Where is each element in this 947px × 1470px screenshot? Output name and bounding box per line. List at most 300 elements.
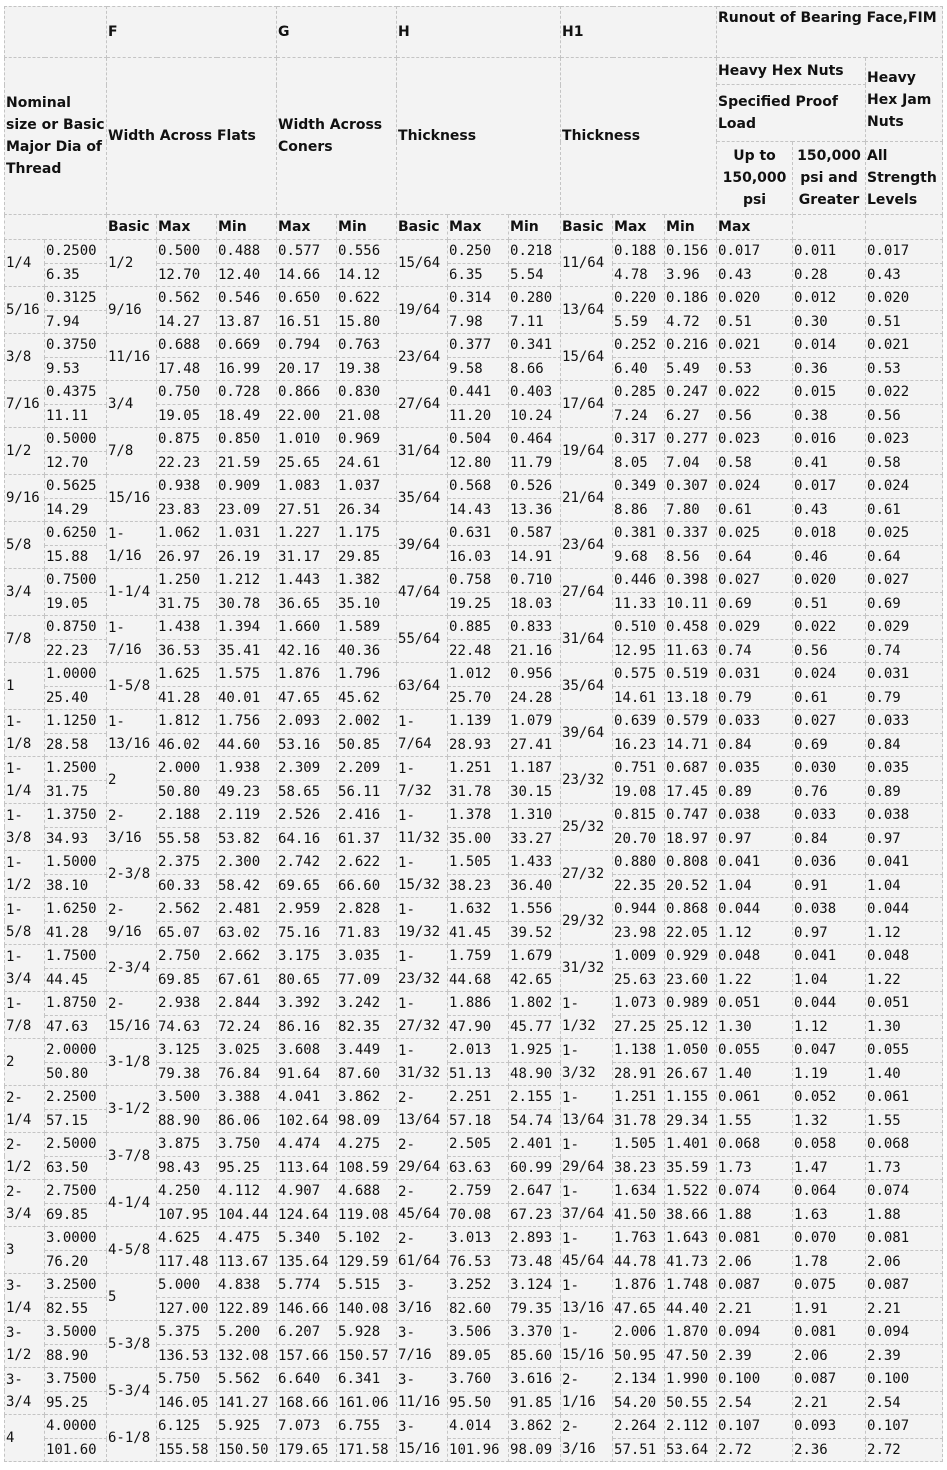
cell-h1max-mm: 14.61 [613, 686, 665, 710]
cell-gmin: 2.002 [337, 710, 397, 734]
cell-r3-mm: 2.21 [866, 1297, 943, 1321]
header-f-min: Min [217, 215, 277, 240]
cell-fmin: 0.909 [217, 475, 277, 499]
cell-gmax: 3.392 [277, 992, 337, 1016]
cell-gmin-mm: 108.59 [337, 1156, 397, 1180]
cell-r2: 0.093 [793, 1415, 866, 1439]
cell-gmax: 0.794 [277, 334, 337, 358]
cell-hmin: 3.862 [509, 1415, 561, 1439]
cell-h1max: 0.381 [613, 522, 665, 546]
cell-h1max: 1.634 [613, 1180, 665, 1204]
cell-hmin-mm: 21.16 [509, 639, 561, 663]
cell-h1min: 2.112 [665, 1415, 717, 1439]
cell-r1: 0.061 [717, 1086, 793, 1110]
cell-hmax: 2.013 [448, 1039, 509, 1063]
cell-gmin: 1.175 [337, 522, 397, 546]
cell-hmax-mm: 7.98 [448, 310, 509, 334]
cell-gmin: 3.862 [337, 1086, 397, 1110]
cell-h1min-mm: 35.59 [665, 1156, 717, 1180]
cell-dec: 1.5000 [45, 851, 107, 875]
cell-fb: 3-1/8 [107, 1039, 157, 1086]
cell-fmax-mm: 50.80 [157, 780, 217, 804]
cell-r2: 0.017 [793, 475, 866, 499]
cell-gmax-mm: 146.66 [277, 1297, 337, 1321]
cell-r3-mm: 2.39 [866, 1344, 943, 1368]
cell-hmax-mm: 95.50 [448, 1391, 509, 1415]
cell-h1min-mm: 17.45 [665, 780, 717, 804]
cell-h1b: 13/64 [561, 287, 613, 334]
cell-fmin: 5.925 [217, 1415, 277, 1439]
cell-h1max: 0.639 [613, 710, 665, 734]
table-row [5, 287, 943, 311]
cell-fmax-mm: 12.70 [157, 263, 217, 287]
cell-fb: 7/8 [107, 428, 157, 475]
header-h1-min: Min [665, 215, 717, 240]
cell-hb: 23/64 [397, 334, 448, 381]
cell-gmax: 4.474 [277, 1133, 337, 1157]
cell-hmax: 1.012 [448, 663, 509, 687]
cell-fmax-mm: 107.95 [157, 1203, 217, 1227]
cell-fmax: 4.250 [157, 1180, 217, 1204]
header-h1: H1 [561, 7, 717, 58]
cell-hmax: 2.759 [448, 1180, 509, 1204]
cell-gmin-mm: 150.57 [337, 1344, 397, 1368]
cell-fmax-mm: 22.23 [157, 451, 217, 475]
cell-fmin: 5.562 [217, 1368, 277, 1392]
cell-gmax-mm: 135.64 [277, 1250, 337, 1274]
cell-r3: 0.087 [866, 1274, 943, 1298]
cell-r1: 0.051 [717, 992, 793, 1016]
cell-fmax-mm: 46.02 [157, 733, 217, 757]
cell-hmin-mm: 42.65 [509, 968, 561, 992]
cell-h1min: 1.870 [665, 1321, 717, 1345]
cell-r3-mm: 0.74 [866, 639, 943, 663]
cell-r1-mm: 0.56 [717, 404, 793, 428]
cell-dec-mm: 12.70 [45, 451, 107, 475]
cell-gmin-mm: 26.34 [337, 498, 397, 522]
cell-gmax-mm: 20.17 [277, 357, 337, 381]
cell-r1-mm: 2.54 [717, 1391, 793, 1415]
cell-hmin: 3.124 [509, 1274, 561, 1298]
cell-gmax-mm: 102.64 [277, 1109, 337, 1133]
cell-fb: 2- 9/16 [107, 898, 157, 945]
cell-fmin: 4.838 [217, 1274, 277, 1298]
cell-h1b: 11/64 [561, 240, 613, 287]
cell-fb: 1- 7/16 [107, 616, 157, 663]
cell-hmin-mm: 67.23 [509, 1203, 561, 1227]
cell-h1b: 23/64 [561, 522, 613, 569]
cell-fmax-mm: 31.75 [157, 592, 217, 616]
cell-hmax: 1.505 [448, 851, 509, 875]
cell-fb: 5-3/4 [107, 1368, 157, 1415]
cell-r1: 0.031 [717, 663, 793, 687]
cell-fmax-mm: 60.33 [157, 874, 217, 898]
cell-h1max: 0.510 [613, 616, 665, 640]
cell-h1max: 0.815 [613, 804, 665, 828]
cell-fmax: 0.938 [157, 475, 217, 499]
cell-h1max: 1.505 [613, 1133, 665, 1157]
cell-hmin: 0.833 [509, 616, 561, 640]
cell-fmin-mm: 40.01 [217, 686, 277, 710]
cell-fmin: 3.750 [217, 1133, 277, 1157]
cell-dec-mm: 57.15 [45, 1109, 107, 1133]
cell-dec: 2.2500 [45, 1086, 107, 1110]
cell-h1min: 0.277 [665, 428, 717, 452]
cell-h1max: 0.751 [613, 757, 665, 781]
cell-dec-mm: 50.80 [45, 1062, 107, 1086]
cell-h1max: 1.763 [613, 1227, 665, 1251]
cell-r3: 0.100 [866, 1368, 943, 1392]
cell-r3: 0.033 [866, 710, 943, 734]
cell-size: 3/8 [5, 334, 45, 381]
cell-fmin: 1.212 [217, 569, 277, 593]
cell-hmin-mm: 91.85 [509, 1391, 561, 1415]
cell-hb: 31/64 [397, 428, 448, 475]
cell-fmin-mm: 12.40 [217, 263, 277, 287]
table-row [5, 1368, 943, 1392]
cell-gmin: 0.830 [337, 381, 397, 405]
cell-hmax-mm: 57.18 [448, 1109, 509, 1133]
cell-r1: 0.038 [717, 804, 793, 828]
cell-fmax-mm: 41.28 [157, 686, 217, 710]
cell-r1: 0.023 [717, 428, 793, 452]
cell-r3: 0.074 [866, 1180, 943, 1204]
cell-size: 3- 1/4 [5, 1274, 45, 1321]
cell-dec: 0.4375 [45, 381, 107, 405]
cell-gmin-mm: 19.38 [337, 357, 397, 381]
cell-hb: 3- 15/16 [397, 1415, 448, 1462]
cell-hmin-mm: 18.03 [509, 592, 561, 616]
cell-h1min: 0.989 [665, 992, 717, 1016]
cell-h1min: 0.458 [665, 616, 717, 640]
cell-gmin: 6.755 [337, 1415, 397, 1439]
cell-gmin-mm: 161.06 [337, 1391, 397, 1415]
cell-fmax-mm: 19.05 [157, 404, 217, 428]
cell-r1-mm: 2.06 [717, 1250, 793, 1274]
cell-h1min: 0.216 [665, 334, 717, 358]
cell-r3-mm: 2.54 [866, 1391, 943, 1415]
cell-h1b: 35/64 [561, 663, 613, 710]
cell-fb: 2 [107, 757, 157, 804]
cell-fmin: 0.669 [217, 334, 277, 358]
cell-h1min: 1.155 [665, 1086, 717, 1110]
table-body [5, 240, 943, 1462]
cell-dec-mm: 38.10 [45, 874, 107, 898]
cell-gmin: 1.796 [337, 663, 397, 687]
cell-dec-mm: 44.45 [45, 968, 107, 992]
cell-h1max: 0.285 [613, 381, 665, 405]
cell-gmin-mm: 129.59 [337, 1250, 397, 1274]
cell-hmin: 0.587 [509, 522, 561, 546]
cell-size: 3/4 [5, 569, 45, 616]
cell-hmax: 1.251 [448, 757, 509, 781]
table-row [5, 522, 943, 546]
cell-r3: 0.023 [866, 428, 943, 452]
cell-fmin: 2.300 [217, 851, 277, 875]
cell-h1min-mm: 5.49 [665, 357, 717, 381]
table-row [5, 992, 943, 1016]
cell-fmax-mm: 146.05 [157, 1391, 217, 1415]
cell-hb: 3- 11/16 [397, 1368, 448, 1415]
cell-dec: 3.0000 [45, 1227, 107, 1251]
cell-gmax: 2.093 [277, 710, 337, 734]
cell-h1max: 1.138 [613, 1039, 665, 1063]
cell-r3-mm: 0.64 [866, 545, 943, 569]
cell-gmin-mm: 15.80 [337, 310, 397, 334]
cell-fmin: 3.025 [217, 1039, 277, 1063]
table-row [5, 1415, 943, 1439]
cell-fmax: 6.125 [157, 1415, 217, 1439]
table-row [5, 1039, 943, 1063]
cell-hmax: 0.377 [448, 334, 509, 358]
cell-hmin-mm: 39.52 [509, 921, 561, 945]
cell-r3-mm: 1.73 [866, 1156, 943, 1180]
cell-r1-mm: 0.74 [717, 639, 793, 663]
cell-fmax-mm: 69.85 [157, 968, 217, 992]
cell-size: 2 [5, 1039, 45, 1086]
cell-hmin: 1.079 [509, 710, 561, 734]
cell-fmin-mm: 67.61 [217, 968, 277, 992]
cell-hmin: 1.802 [509, 992, 561, 1016]
cell-hb: 35/64 [397, 475, 448, 522]
cell-dec: 0.3750 [45, 334, 107, 358]
cell-gmax: 2.742 [277, 851, 337, 875]
cell-fb: 6-1/8 [107, 1415, 157, 1462]
cell-dec: 1.1250 [45, 710, 107, 734]
header-h: H [397, 7, 561, 58]
cell-r3-mm: 0.84 [866, 733, 943, 757]
cell-hmax-mm: 47.90 [448, 1015, 509, 1039]
cell-h1max-mm: 54.20 [613, 1391, 665, 1415]
cell-hmin: 0.341 [509, 334, 561, 358]
cell-hb: 1- 11/32 [397, 804, 448, 851]
cell-r2: 0.087 [793, 1368, 866, 1392]
cell-r1-mm: 2.39 [717, 1344, 793, 1368]
cell-hb: 2- 45/64 [397, 1180, 448, 1227]
cell-r1: 0.017 [717, 240, 793, 264]
cell-h1b: 29/32 [561, 898, 613, 945]
cell-gmin: 2.622 [337, 851, 397, 875]
cell-r1: 0.029 [717, 616, 793, 640]
cell-fmax-mm: 155.58 [157, 1438, 217, 1462]
cell-h1b: 2- 1/16 [561, 1368, 613, 1415]
cell-hb: 47/64 [397, 569, 448, 616]
cell-fmin-mm: 26.19 [217, 545, 277, 569]
cell-fmax: 0.875 [157, 428, 217, 452]
cell-gmax: 2.959 [277, 898, 337, 922]
cell-r2: 0.024 [793, 663, 866, 687]
cell-r1-mm: 0.43 [717, 263, 793, 287]
cell-h1max-mm: 16.23 [613, 733, 665, 757]
cell-hmax: 1.759 [448, 945, 509, 969]
cell-size: 1- 1/8 [5, 710, 45, 757]
cell-h1max-mm: 57.51 [613, 1438, 665, 1462]
cell-hmax-mm: 12.80 [448, 451, 509, 475]
cell-hmax: 0.441 [448, 381, 509, 405]
cell-h1max-mm: 8.86 [613, 498, 665, 522]
cell-r2: 0.036 [793, 851, 866, 875]
cell-r1-mm: 0.61 [717, 498, 793, 522]
cell-dec: 1.7500 [45, 945, 107, 969]
table-row [5, 663, 943, 687]
cell-gmin: 0.556 [337, 240, 397, 264]
cell-gmax: 0.650 [277, 287, 337, 311]
cell-hb: 1- 7/64 [397, 710, 448, 757]
cell-size: 2- 1/4 [5, 1086, 45, 1133]
cell-h1b: 19/64 [561, 428, 613, 475]
cell-h1min: 0.337 [665, 522, 717, 546]
cell-fmin: 2.481 [217, 898, 277, 922]
cell-hmin-mm: 10.24 [509, 404, 561, 428]
cell-gmax: 4.041 [277, 1086, 337, 1110]
cell-hmin: 1.310 [509, 804, 561, 828]
cell-gmax: 6.640 [277, 1368, 337, 1392]
cell-fmin: 2.119 [217, 804, 277, 828]
cell-r2-mm: 1.63 [793, 1203, 866, 1227]
cell-h1b: 1- 15/16 [561, 1321, 613, 1368]
cell-fmin-mm: 132.08 [217, 1344, 277, 1368]
cell-hmax-mm: 11.20 [448, 404, 509, 428]
cell-r1: 0.081 [717, 1227, 793, 1251]
cell-gmin: 3.449 [337, 1039, 397, 1063]
cell-r3: 0.048 [866, 945, 943, 969]
cell-r1-mm: 0.69 [717, 592, 793, 616]
cell-hmax: 0.314 [448, 287, 509, 311]
cell-hmin: 1.187 [509, 757, 561, 781]
cell-r3-mm: 0.89 [866, 780, 943, 804]
cell-fmax: 2.750 [157, 945, 217, 969]
header-f: F [107, 7, 277, 58]
cell-h1min-mm: 29.34 [665, 1109, 717, 1133]
cell-h1b: 1- 13/16 [561, 1274, 613, 1321]
cell-h1b: 1- 3/32 [561, 1039, 613, 1086]
cell-h1min: 0.579 [665, 710, 717, 734]
cell-dec-mm: 47.63 [45, 1015, 107, 1039]
cell-dec-mm: 88.90 [45, 1344, 107, 1368]
cell-r3-mm: 2.72 [866, 1438, 943, 1462]
cell-size: 1 [5, 663, 45, 710]
cell-r3-mm: 0.61 [866, 498, 943, 522]
cell-gmax: 5.774 [277, 1274, 337, 1298]
cell-hmin-mm: 14.91 [509, 545, 561, 569]
cell-h1max: 0.317 [613, 428, 665, 452]
cell-fmin-mm: 13.87 [217, 310, 277, 334]
cell-hb: 3- 7/16 [397, 1321, 448, 1368]
cell-size: 1- 3/4 [5, 945, 45, 992]
cell-r2: 0.052 [793, 1086, 866, 1110]
cell-h1max: 1.251 [613, 1086, 665, 1110]
cell-hb: 2- 29/64 [397, 1133, 448, 1180]
cell-h1max: 0.349 [613, 475, 665, 499]
cell-fmin: 0.850 [217, 428, 277, 452]
table-row [5, 240, 943, 264]
cell-h1max-mm: 11.33 [613, 592, 665, 616]
cell-fmin: 2.662 [217, 945, 277, 969]
cell-h1min-mm: 38.66 [665, 1203, 717, 1227]
cell-h1min-mm: 44.40 [665, 1297, 717, 1321]
cell-dec-mm: 63.50 [45, 1156, 107, 1180]
cell-h1max-mm: 9.68 [613, 545, 665, 569]
cell-h1min-mm: 11.63 [665, 639, 717, 663]
cell-r1-mm: 0.89 [717, 780, 793, 804]
cell-r3: 0.027 [866, 569, 943, 593]
cell-dec: 3.7500 [45, 1368, 107, 1392]
header-f-max: Max [157, 215, 217, 240]
cell-r2-mm: 1.12 [793, 1015, 866, 1039]
cell-r1-mm: 0.64 [717, 545, 793, 569]
cell-h1min-mm: 6.27 [665, 404, 717, 428]
cell-fmax: 5.750 [157, 1368, 217, 1392]
cell-hmin-mm: 36.40 [509, 874, 561, 898]
cell-r2: 0.064 [793, 1180, 866, 1204]
cell-fmax-mm: 88.90 [157, 1109, 217, 1133]
cell-hmax: 0.631 [448, 522, 509, 546]
cell-hmax-mm: 101.96 [448, 1438, 509, 1462]
cell-fmin: 1.575 [217, 663, 277, 687]
cell-r1-mm: 2.72 [717, 1438, 793, 1462]
cell-gmax: 2.526 [277, 804, 337, 828]
cell-r3-mm: 0.69 [866, 592, 943, 616]
cell-h1b: 2- 3/16 [561, 1415, 613, 1462]
cell-dec-mm: 22.23 [45, 639, 107, 663]
cell-r3-mm: 0.51 [866, 310, 943, 334]
cell-gmax-mm: 42.16 [277, 639, 337, 663]
cell-h1max-mm: 41.50 [613, 1203, 665, 1227]
header-150000-and-greater: 150,000 psi and Greater [793, 142, 866, 215]
cell-fmax: 5.000 [157, 1274, 217, 1298]
cell-fb: 15/16 [107, 475, 157, 522]
header-nominal-size: Nominal size or Basic Major Dia of Thread [5, 58, 107, 215]
cell-hmin: 1.679 [509, 945, 561, 969]
cell-fmax: 1.625 [157, 663, 217, 687]
cell-size: 1- 1/2 [5, 851, 45, 898]
cell-gmin: 4.688 [337, 1180, 397, 1204]
cell-size: 1- 1/4 [5, 757, 45, 804]
header-thickness-h1: Thickness [561, 58, 717, 215]
table-row [5, 569, 943, 593]
cell-gmin: 6.341 [337, 1368, 397, 1392]
header-h-min: Min [509, 215, 561, 240]
header-width-across-flats: Width Across Flats [107, 58, 277, 215]
cell-r3-mm: 0.79 [866, 686, 943, 710]
cell-h1max-mm: 44.78 [613, 1250, 665, 1274]
cell-fb: 4-1/4 [107, 1180, 157, 1227]
cell-r1-mm: 0.58 [717, 451, 793, 475]
cell-dec-mm: 41.28 [45, 921, 107, 945]
cell-hmin: 2.155 [509, 1086, 561, 1110]
cell-hmin: 2.647 [509, 1180, 561, 1204]
cell-hb: 1- 23/32 [397, 945, 448, 992]
heavy-hex-nut-dimension-table [4, 6, 943, 1462]
cell-hmin-mm: 79.35 [509, 1297, 561, 1321]
cell-hmin: 0.403 [509, 381, 561, 405]
cell-dec: 4.0000 [45, 1415, 107, 1439]
cell-r2-mm: 1.04 [793, 968, 866, 992]
cell-h1max-mm: 4.78 [613, 263, 665, 287]
cell-gmax-mm: 168.66 [277, 1391, 337, 1415]
header-specified-proof-load: Specified Proof Load [717, 85, 866, 142]
cell-gmax-mm: 53.16 [277, 733, 337, 757]
cell-fmin-mm: 150.50 [217, 1438, 277, 1462]
cell-r3-mm: 0.43 [866, 263, 943, 287]
cell-dec-mm: 15.88 [45, 545, 107, 569]
cell-r2-mm: 0.30 [793, 310, 866, 334]
cell-gmax-mm: 27.51 [277, 498, 337, 522]
cell-gmax-mm: 69.65 [277, 874, 337, 898]
cell-r2: 0.012 [793, 287, 866, 311]
cell-hmax-mm: 70.08 [448, 1203, 509, 1227]
cell-fmax-mm: 36.53 [157, 639, 217, 663]
